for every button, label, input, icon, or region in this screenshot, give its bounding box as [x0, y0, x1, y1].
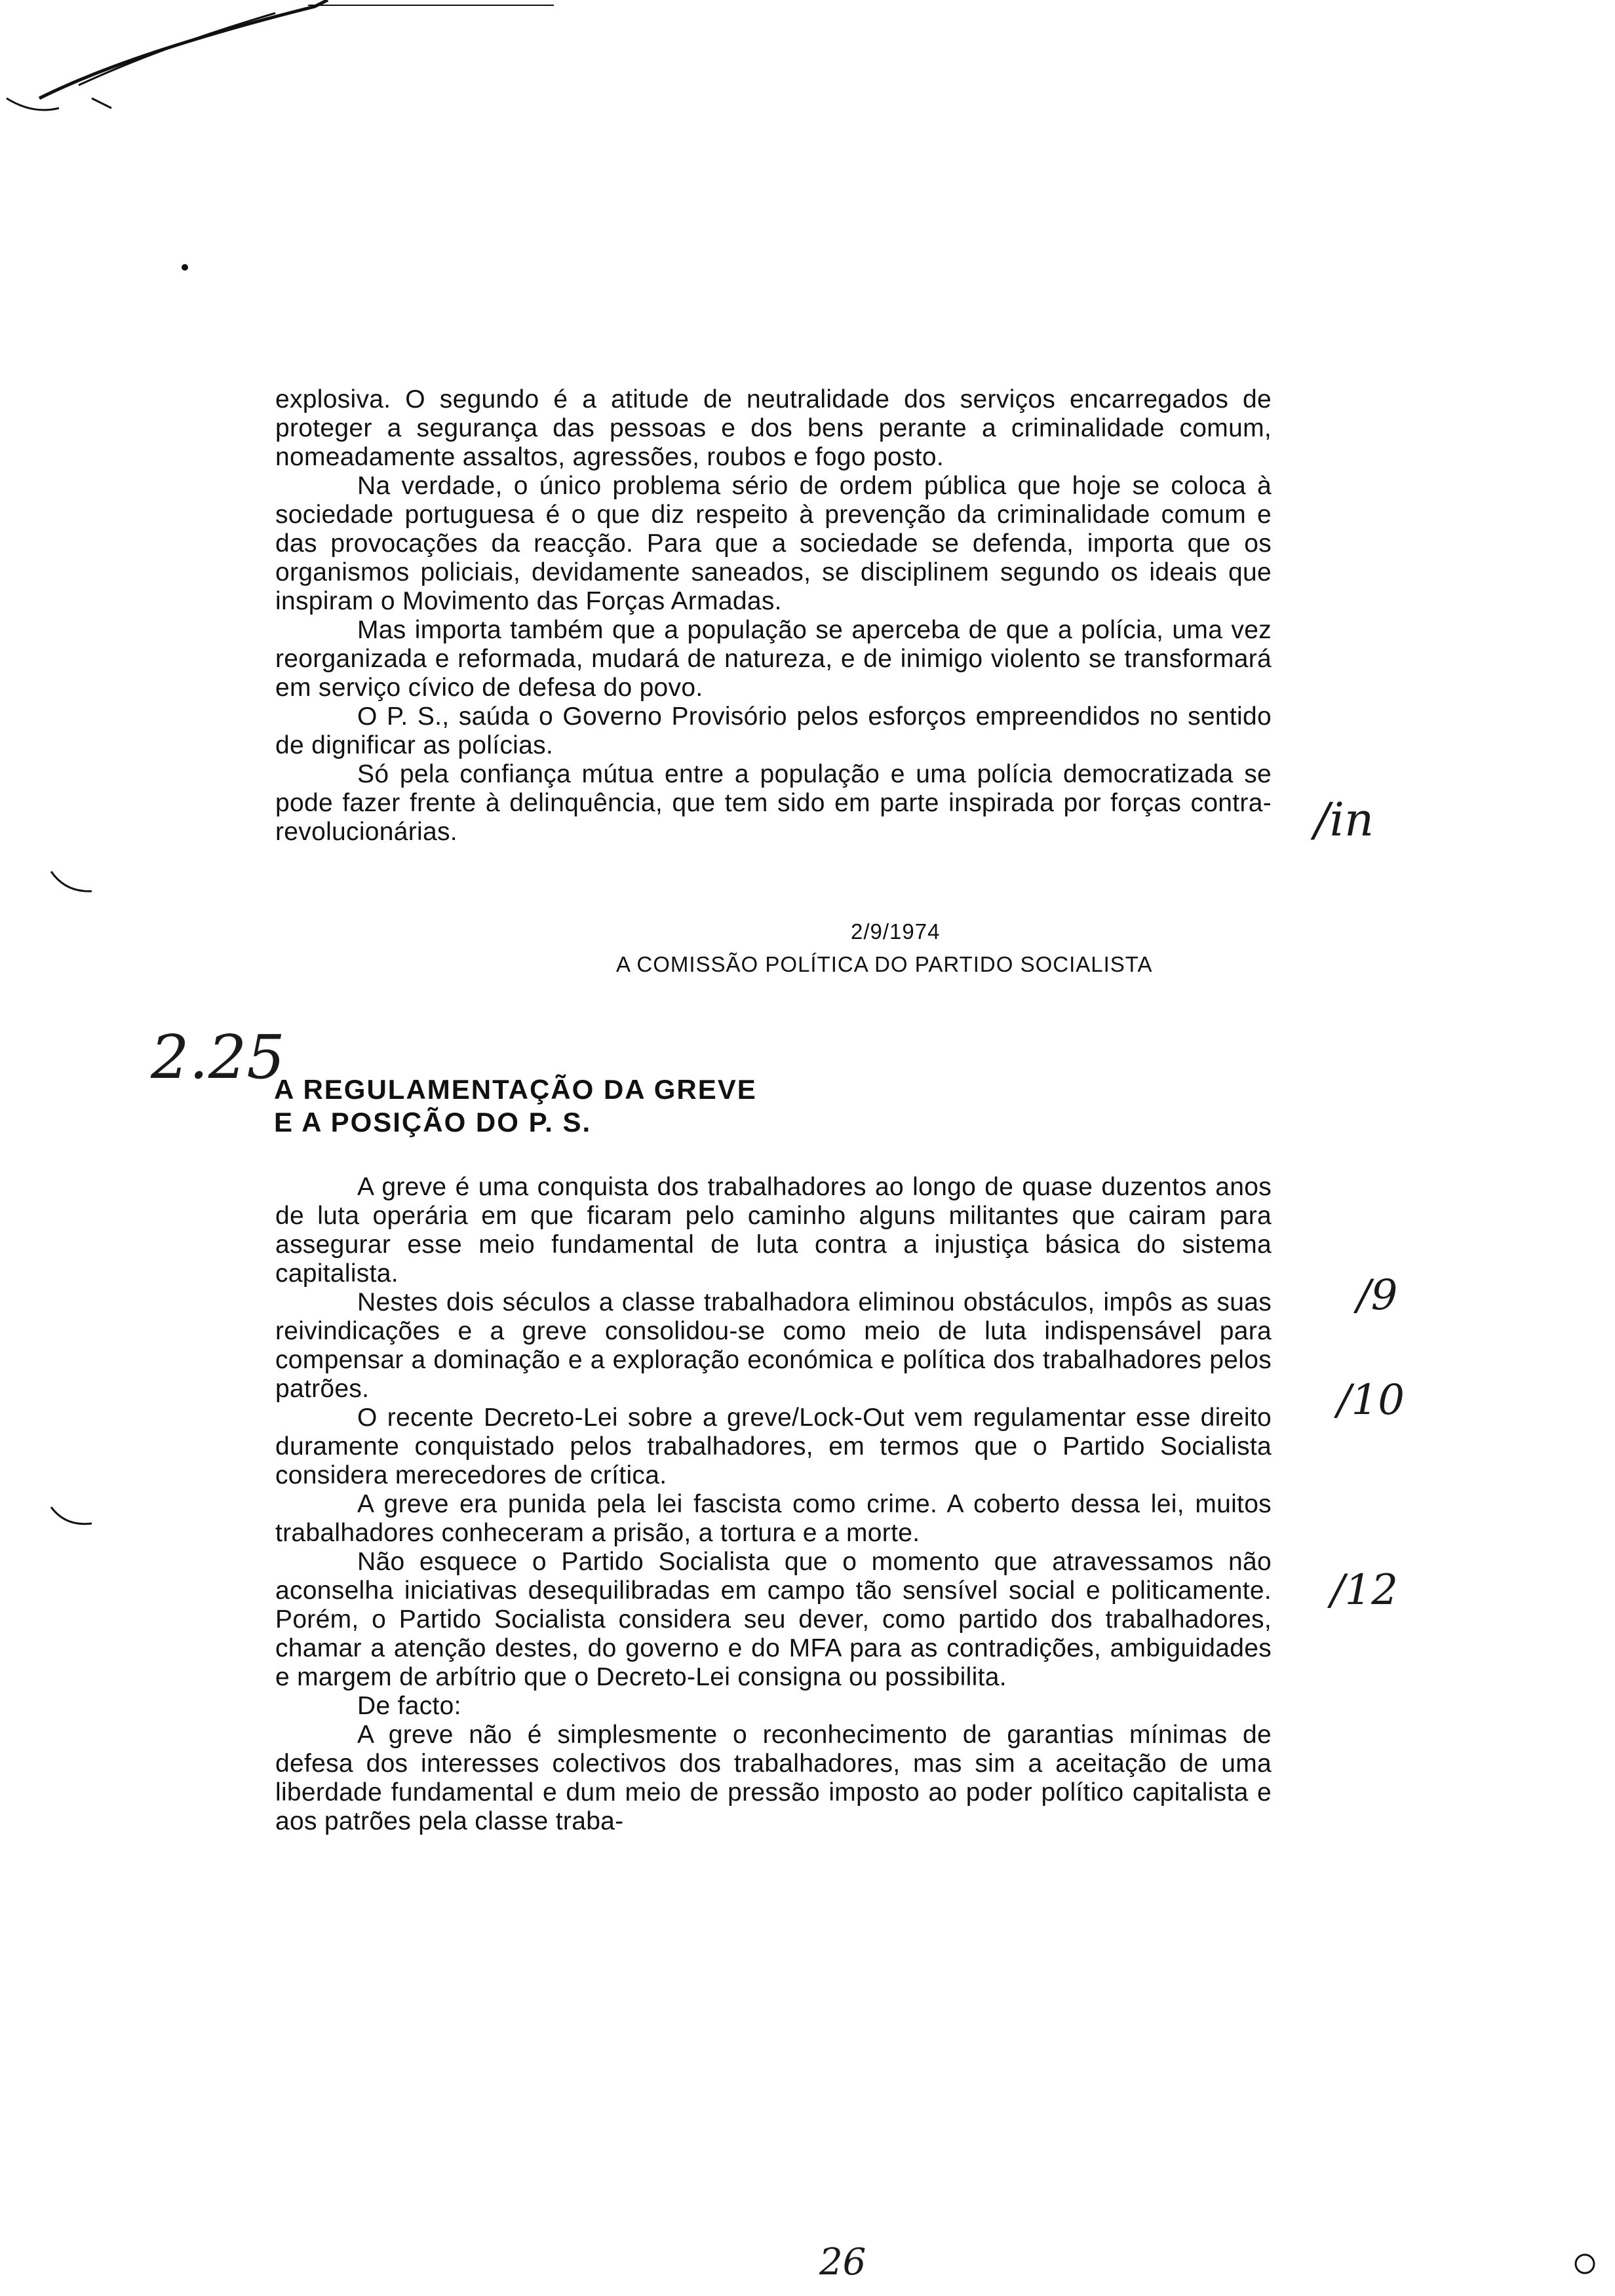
page-number: 26	[819, 2241, 866, 2284]
section2-paragraph-3: O recente Decreto-Lei sobre a greve/Lock-Out vem regulamentar esse direito duramente conquistado pelos trabalhadores, em termos que o Partido Socialista considera merecedores de crítica.	[275, 1404, 1272, 1489]
section1-paragraph-3: Mas importa também que a população se aperceba de que a polícia, uma vez reorganizada e reformada, mudará de natureza, e de inimigo violento se transformará em serviço cívico de defesa do povo.	[275, 616, 1272, 702]
left-margin-mark-1	[51, 871, 92, 891]
handwritten-margin-number: 2.25	[151, 1022, 285, 1092]
signature-date: 2/9/1974	[851, 919, 941, 944]
left-margin-mark-2	[51, 1507, 92, 1524]
section1-body	[275, 385, 1272, 847]
section2-paragraph-2: Nestes dois séculos a classe trabalhadora eliminou obstáculos, impôs as suas reivindicações e a greve consolidou-se como meio de luta indispensável para compensar a dominação e a exploração económica e política dos trabalhadores pelos patrões.	[275, 1288, 1272, 1403]
handwritten-mark-10: /10	[1337, 1376, 1405, 1425]
pen-tick-left	[7, 98, 59, 110]
signature-name: A COMISSÃO POLÍTICA DO PARTIDO SOCIALISTA	[616, 952, 1153, 976]
handwritten-mark-top: /in	[1314, 793, 1374, 847]
section2-heading-line-1: A REGULAMENTAÇÃO DA GREVE	[274, 1074, 757, 1105]
section2-heading-line-2: E A POSIÇÃO DO P. S.	[274, 1107, 592, 1138]
section1-paragraph-5: Só pela confiança mútua entre a população e uma polícia democratizada se pode fazer frente à delinquência, que tem sido em parte inspirada por forças contra-revolucionárias.	[275, 760, 1272, 846]
handwritten-mark-12: /12	[1331, 1566, 1398, 1615]
section1-paragraph-1: explosiva. O segundo é a atitude de neutralidade dos serviços encarregados de proteger a segurança das pessoas e dos bens perante a criminalidade comum, nomeadamente assaltos, agressões, roubos e fogo posto.	[275, 385, 1272, 471]
section2-paragraph-7: A greve não é simplesmente o reconhecimento de garantias mínimas de defesa dos interesses colectivos dos trabalhadores, mas sim a aceitação de uma liberdade fundamental e dum meio de pressão imposto ao poder político capitalista e aos patrões pela classe traba-	[275, 1721, 1272, 1835]
handwritten-mark-9: /9	[1357, 1271, 1398, 1320]
section2-paragraph-1: A greve é uma conquista dos trabalhadores ao longo de quase duzentos anos de luta operária em que ficaram pelo caminho alguns militantes que cairam para assegurar esse meio fundamental de luta contra a injustiça básica do sistema capitalista.	[275, 1173, 1272, 1288]
ink-dot	[182, 264, 188, 271]
section2-paragraph-6: De facto:	[357, 1692, 461, 1720]
section2-heading	[274, 1073, 757, 1139]
page-corner-mark	[1576, 2255, 1594, 2273]
section1-paragraph-2: Na verdade, o único problema sério de ordem pública que hoje se coloca à sociedade portuguesa é o que diz respeito à prevenção da criminalidade comum e das provocações da reacção. Para que a sociedade se defenda, importa que os organismos policiais, devidamente saneados, se disciplinem segundo os ideais que inspiram o Movimento das Forças Armadas.	[275, 472, 1272, 615]
section2-body	[275, 1173, 1272, 1836]
section1-paragraph-4: O P. S., saúda o Governo Provisório pelos esforços empreendidos no sentido de dignificar as polícias.	[275, 702, 1272, 759]
pen-tick-left-2	[92, 98, 111, 108]
section2-paragraph-4: A greve era punida pela lei fascista como crime. A coberto dessa lei, muitos trabalhadores conheceram a prisão, a tortura e a morte.	[275, 1490, 1272, 1547]
section2-paragraph-5: Não esquece o Partido Socialista que o momento que atravessamos não aconselha iniciativas desequilibradas em campo tão sensível social e politicamente. Porém, o Partido Socialista considera seu dever, como partido dos trabalhadores, chamar a atenção destes, do governo e do MFA para as contradições, ambiguidades e margem de arbítrio que o Decreto-Lei consigna ou possibilita.	[275, 1548, 1272, 1691]
